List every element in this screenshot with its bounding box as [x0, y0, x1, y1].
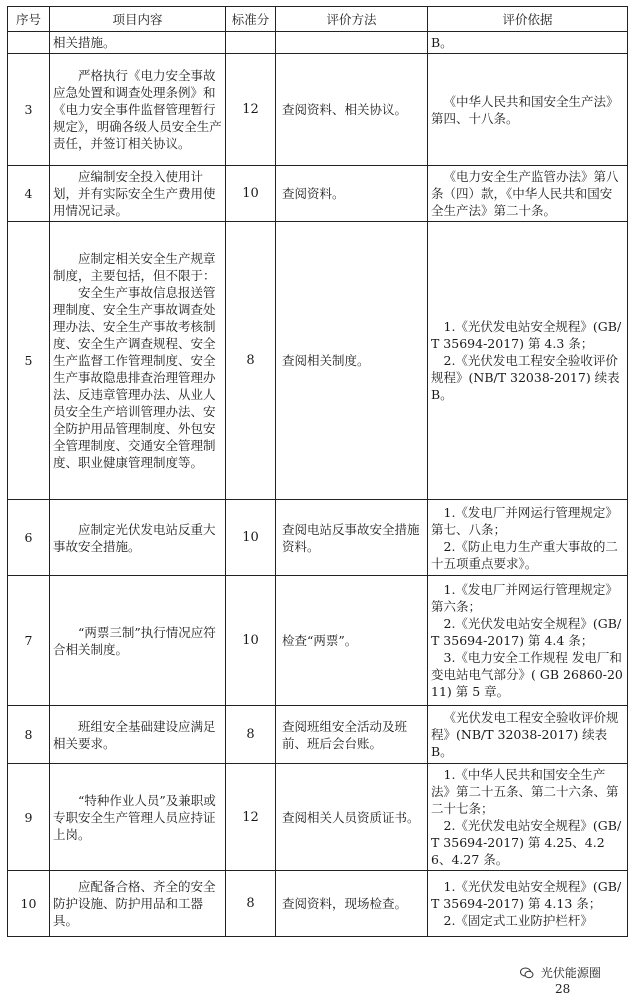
item-text: 班组安全基础建设应满足相关要求。 — [53, 718, 216, 751]
cell-basis — [428, 500, 628, 576]
basis-line: 《光伏发电工程安全验收评价规程》(NB/T 32038-2017) 续表B。 — [431, 710, 619, 759]
header-method: 评价方法 — [276, 7, 428, 32]
basis-line: 2.《光伏发电站安全规程》(GB/T 35694-2017) 第 4.25、4.26、4.27 条。 — [431, 818, 622, 867]
cell-item — [50, 706, 226, 764]
cell-basis — [428, 222, 628, 500]
logo-text: 光伏能源圈 — [540, 966, 601, 980]
cell-score — [226, 32, 276, 54]
cell-basis — [428, 576, 628, 706]
item-text: 应制定光伏发电站反重大事故安全措施。 — [53, 521, 216, 554]
cell-item — [50, 166, 226, 222]
cell-no: 4 — [8, 166, 50, 222]
basis-line: 2.《固定式工业防护栏杆》 — [443, 913, 593, 928]
cell-score: 8 — [226, 706, 276, 764]
item-text: 相关措施。 — [53, 35, 116, 50]
cell-method: 查阅班组安全活动及班前、班后会台账。 — [276, 706, 428, 764]
cell-no: 8 — [8, 706, 50, 764]
cell-score: 8 — [226, 871, 276, 937]
cell-item — [50, 500, 226, 576]
cell-score: 12 — [226, 764, 276, 871]
item-text: “两票三制”执行情况应符合相关制度。 — [53, 624, 216, 657]
cell-basis — [428, 32, 628, 54]
table-row — [8, 166, 628, 222]
header-no: 序号 — [8, 7, 50, 32]
basis-line: 1.《发电厂并网运行管理规定》第七、八条； — [431, 504, 618, 537]
header-score: 标准分 — [226, 7, 276, 32]
table-row — [8, 576, 628, 706]
cell-no: 5 — [8, 222, 50, 500]
cell-no: 7 — [8, 576, 50, 706]
item-text: “特种作业人员”及兼职或专职安全生产管理人员应持证上岗。 — [53, 792, 216, 842]
table-row — [8, 54, 628, 166]
basis-line: 1.《光伏发电站安全规程》(GB/T 35694-2017) 第 4.3 条； — [431, 319, 622, 351]
cell-item — [50, 764, 226, 871]
cell-score: 10 — [226, 166, 276, 222]
cell-item — [50, 222, 226, 500]
basis-line: 《电力安全生产监管办法》第八条（四）款，《中华人民共和国安全生产法》第二十条。 — [431, 169, 619, 218]
cell-item — [50, 871, 226, 937]
basis-line: 《中华人民共和国安全生产法》第四、十八条。 — [431, 93, 619, 126]
item-text: 应制定相关安全生产规章制度，主要包括，但不限于： — [53, 251, 216, 283]
cell-method: 查阅相关人员资质证书。 — [276, 764, 428, 871]
cell-no: 10 — [8, 871, 50, 937]
table-row — [8, 871, 628, 937]
cell-item — [50, 576, 226, 706]
cell-basis — [428, 54, 628, 166]
cell-basis — [428, 871, 628, 937]
page-number: 28 — [555, 982, 571, 996]
cell-score: 10 — [226, 500, 276, 576]
cell-no — [8, 32, 50, 54]
cell-score: 12 — [226, 54, 276, 166]
table-row — [8, 500, 628, 576]
header-basis: 评价依据 — [428, 7, 628, 32]
basis-line: 1.《光伏发电站安全规程》(GB/T 35694-2017) 第 4.13 条； — [431, 879, 622, 911]
basis-line: 1.《发电厂并网运行管理规定》第六条； — [431, 582, 618, 614]
item-text: 应配备合格、齐全的安全防护设施、防护用品和工器具。 — [53, 879, 216, 928]
basis-line: 3.《电力安全工作规程 发电厂和变电站电气部分》( GB 26860-2011) 第 5 章。 — [431, 650, 623, 699]
wechat-icon — [520, 967, 534, 979]
watermark-logo — [520, 964, 630, 984]
basis-line: 1.《中华人民共和国安全生产法》第二十五条、第二十六条、第二十七条； — [431, 767, 619, 816]
evaluation-table — [7, 6, 628, 937]
cell-method: 查阅资料。 — [276, 166, 428, 222]
cell-score: 10 — [226, 576, 276, 706]
cell-score: 8 — [226, 222, 276, 500]
table-row — [8, 222, 628, 500]
cell-basis — [428, 706, 628, 764]
cell-method — [276, 32, 428, 54]
item-text: 严格执行《电力安全事故应急处置和调查处理条例》和《电力安全事件监督管理暂行规定》，明确各级人员安全生产责任，并签订相关协议。 — [53, 68, 222, 151]
cell-basis — [428, 166, 628, 222]
cell-no: 3 — [8, 54, 50, 166]
cell-no: 6 — [8, 500, 50, 576]
cell-basis — [428, 764, 628, 871]
table-header-row — [8, 7, 628, 32]
basis-line: 2.《光伏发电站安全规程》(GB/T 35694-2017) 第 4.4 条； — [431, 616, 622, 648]
basis-line: 2.《防止电力生产重大事故的二十五项重点要求》。 — [431, 538, 618, 571]
basis-line: 2.《光伏发电工程安全验收评价规程》(NB/T 32038-2017) 续表B。 — [431, 353, 620, 402]
item-text-list: 安全生产事故信息报送管理制度、安全生产事故调查处理办法、安全生产事故考核制度、安全生产调查规程、安全生产监督工作管理制度、安全生产事故隐患排查治理管理办法、反违章管理办法、从业人员安全生产培训管理办法、安全防护用品管理制度、外包安全管理制度、交通安全管理制度、职业健康管理制度等。 — [53, 285, 216, 470]
table-row — [8, 764, 628, 871]
item-text: 应编制安全投入使用计划，并有实际安全生产费用使用情况记录。 — [53, 169, 216, 218]
header-item: 项目内容 — [50, 7, 226, 32]
cell-method: 查阅相关制度。 — [276, 222, 428, 500]
basis-line: B。 — [431, 35, 453, 50]
cell-method: 查阅资料、相关协议。 — [276, 54, 428, 166]
cell-method: 检查“两票”。 — [276, 576, 428, 706]
cell-method: 查阅电站反事故安全措施资料。 — [276, 500, 428, 576]
cell-item — [50, 32, 226, 54]
cell-method: 查阅资料，现场检查。 — [276, 871, 428, 937]
table-row — [8, 706, 628, 764]
table-row — [8, 32, 628, 54]
cell-no: 9 — [8, 764, 50, 871]
cell-item — [50, 54, 226, 166]
